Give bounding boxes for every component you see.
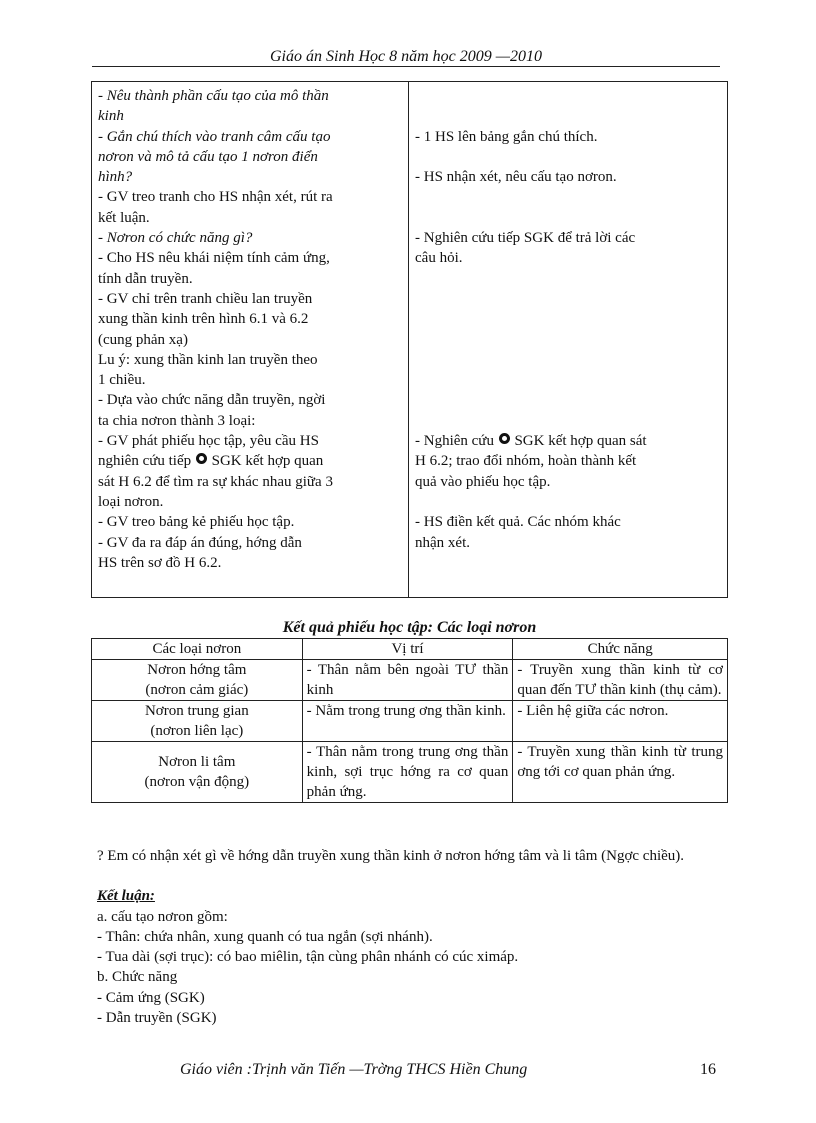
activity-line: [415, 370, 719, 390]
neuron-function-cell: - Truyền xung thần kinh từ trung ơng tới cơ quan phản ứng.: [513, 742, 728, 803]
activity-line: [415, 208, 719, 228]
activity-line: [415, 350, 719, 370]
column-header-function: Chức năng: [513, 639, 728, 660]
conclusion-title: Kết luận:: [97, 888, 155, 905]
activity-line: nhận xét.: [415, 534, 470, 551]
activity-line: [415, 492, 719, 512]
activity-line: - Dựa vào chức năng dẫn truyền, ngời: [98, 392, 326, 409]
conclusion-line: - Dẫn truyền (SGK): [97, 1010, 217, 1027]
circle-bullet-icon: [196, 453, 207, 464]
neuron-type-name: Nơron li tâm: [158, 754, 236, 770]
table-row: [92, 742, 728, 803]
activity-line: - Nêu thành phần cấu tạo của mô thần: [98, 88, 329, 104]
activity-line: - Nơron có chức năng gì?: [98, 230, 253, 247]
neuron-position-cell: - Thân nằm bên ngoài TƯ thần kinh: [302, 660, 513, 701]
activity-line: nơron và mô tả cấu tạo 1 nơron điển: [98, 148, 318, 165]
neuron-type-name: Nơron trung gian: [144, 703, 249, 719]
conclusion-line: b. Chức năng: [97, 969, 178, 986]
neuron-type-alias: (nơron liên lạc): [150, 723, 244, 739]
column-header-type: Các loại nơron: [92, 639, 303, 660]
conclusion-line: - Thân: chứa nhân, xung quanh có tua ngắn (sợi nhánh).: [97, 928, 433, 945]
activity-line: (cung phản xạ): [98, 331, 188, 348]
activity-line: HS trên sơ đồ H 6.2.: [98, 554, 222, 571]
activity-line: - HS nhận xét, nêu cấu tạo nơron.: [415, 169, 617, 186]
activity-line: [415, 309, 719, 329]
activity-line: [98, 451, 400, 471]
activity-line: - GV phát phiếu học tập, yêu cầu HS: [98, 433, 319, 450]
activity-line: - Cho HS nêu khái niệm tính cảm ứng,: [98, 250, 330, 267]
teacher-activity-column: [92, 82, 409, 597]
activity-line-text: SGK kết hợp quan sát: [514, 433, 647, 450]
table-header-row: [92, 639, 728, 660]
table-row: [92, 701, 728, 742]
activity-line: loại nơron.: [98, 493, 164, 510]
conclusion-line: - Cảm ứng (SGK): [97, 989, 205, 1006]
activity-line: [415, 86, 719, 106]
activity-table: [91, 81, 728, 598]
neuron-position-cell: - Thân nằm trong trung ơng thần kinh, sợi trục hớng ra cơ quan phản ứng.: [302, 742, 513, 803]
activity-line-text: - Nghiên cứu: [415, 433, 494, 450]
activity-line: kết luận.: [98, 209, 150, 226]
activity-line: xung thần kinh trên hình 6.1 và 6.2: [98, 311, 309, 328]
student-activity-column: [409, 82, 727, 597]
activity-line-text: nghiên cứu tiếp: [98, 453, 192, 470]
conclusion-line: a. cấu tạo nơron gồm:: [97, 908, 228, 925]
neuron-function-cell: - Truyền xung thần kinh từ cơ quan đến TƯ thần kinh (thụ cảm).: [513, 660, 728, 701]
neuron-type-cell: [92, 742, 303, 803]
activity-line: - GV treo tranh cho HS nhận xét, rút ra: [98, 189, 333, 206]
activity-line: - 1 HS lên bảng gắn chú thích.: [415, 128, 598, 145]
activity-line: [415, 187, 719, 207]
activity-line: hình?: [98, 169, 133, 186]
neuron-type-name: Nơron hớng tâm: [147, 662, 247, 678]
page-number: 16: [700, 1061, 716, 1078]
neuron-type-cell: [92, 660, 303, 701]
page-footer: Giáo viên :Trịnh văn Tiến —Trờng THCS Hiền Chung: [180, 1061, 528, 1078]
body-text: [97, 846, 719, 1028]
activity-line: ta chia nơron thành 3 loại:: [98, 412, 256, 429]
activity-line: [415, 289, 719, 309]
activity-line-text: SGK kết hợp quan: [211, 453, 324, 470]
result-table-caption: Kết quả phiếu học tập: Các loại nơron: [282, 619, 537, 636]
neuron-position-cell: - Nằm trong trung ơng thần kinh.: [302, 701, 513, 742]
activity-line: [415, 411, 719, 431]
activity-line: - Gắn chú thích vào tranh câm cấu tạo: [98, 128, 331, 145]
activity-line: - GV chỉ trên tranh chiều lan truyền: [98, 290, 313, 307]
header-rule: [92, 66, 720, 67]
activity-line: - GV treo bảng kẻ phiếu học tập.: [98, 514, 295, 531]
activity-line: - GV đa ra đáp án đúng, hớng dẫn: [98, 534, 302, 551]
neuron-function-cell: - Liên hệ giữa các nơron.: [513, 701, 728, 742]
activity-line: 1 chiều.: [98, 372, 146, 389]
activity-line: H 6.2; trao đổi nhóm, hoàn thành kết: [415, 453, 637, 470]
activity-line: [415, 106, 719, 126]
activity-line: sát H 6.2 để tìm ra sự khác nhau giữa 3: [98, 473, 333, 490]
activity-line: [415, 390, 719, 410]
column-header-position: Vị trí: [302, 639, 513, 660]
activity-line: kinh: [98, 108, 124, 125]
activity-line: Lu ý: xung thần kinh lan truyền theo: [98, 351, 318, 368]
neuron-type-cell: [92, 701, 303, 742]
question-text: ? Em có nhận xét gì về hớng dẫn truyền xung thần kinh ở nơron hớng tâm và li tâm (Ngợc chiều).: [97, 848, 685, 864]
conclusion-line: - Tua dài (sợi trục): có bao miêlin, tận cùng phân nhánh có cúc ximáp.: [97, 949, 519, 966]
activity-line: - HS điền kết quả. Các nhóm khác: [415, 514, 621, 531]
neuron-type-alias: (nơron cảm giác): [145, 682, 249, 698]
activity-line: [415, 147, 719, 167]
activity-line: [415, 330, 719, 350]
activity-line: quả vào phiếu học tập.: [415, 473, 551, 490]
activity-line: câu hỏi.: [415, 250, 463, 267]
activity-line: [415, 431, 719, 451]
neuron-types-table: [91, 638, 728, 803]
activity-line: tính dẫn truyền.: [98, 270, 193, 287]
circle-bullet-icon: [499, 433, 510, 444]
neuron-type-alias: (nơron vận động): [144, 774, 250, 790]
table-row: [92, 660, 728, 701]
activity-line: - Nghiên cứu tiếp SGK để trả lời các: [415, 230, 636, 247]
page-header: Giáo án Sinh Học 8 năm học 2009 —2010: [270, 48, 542, 65]
activity-line: [415, 269, 719, 289]
